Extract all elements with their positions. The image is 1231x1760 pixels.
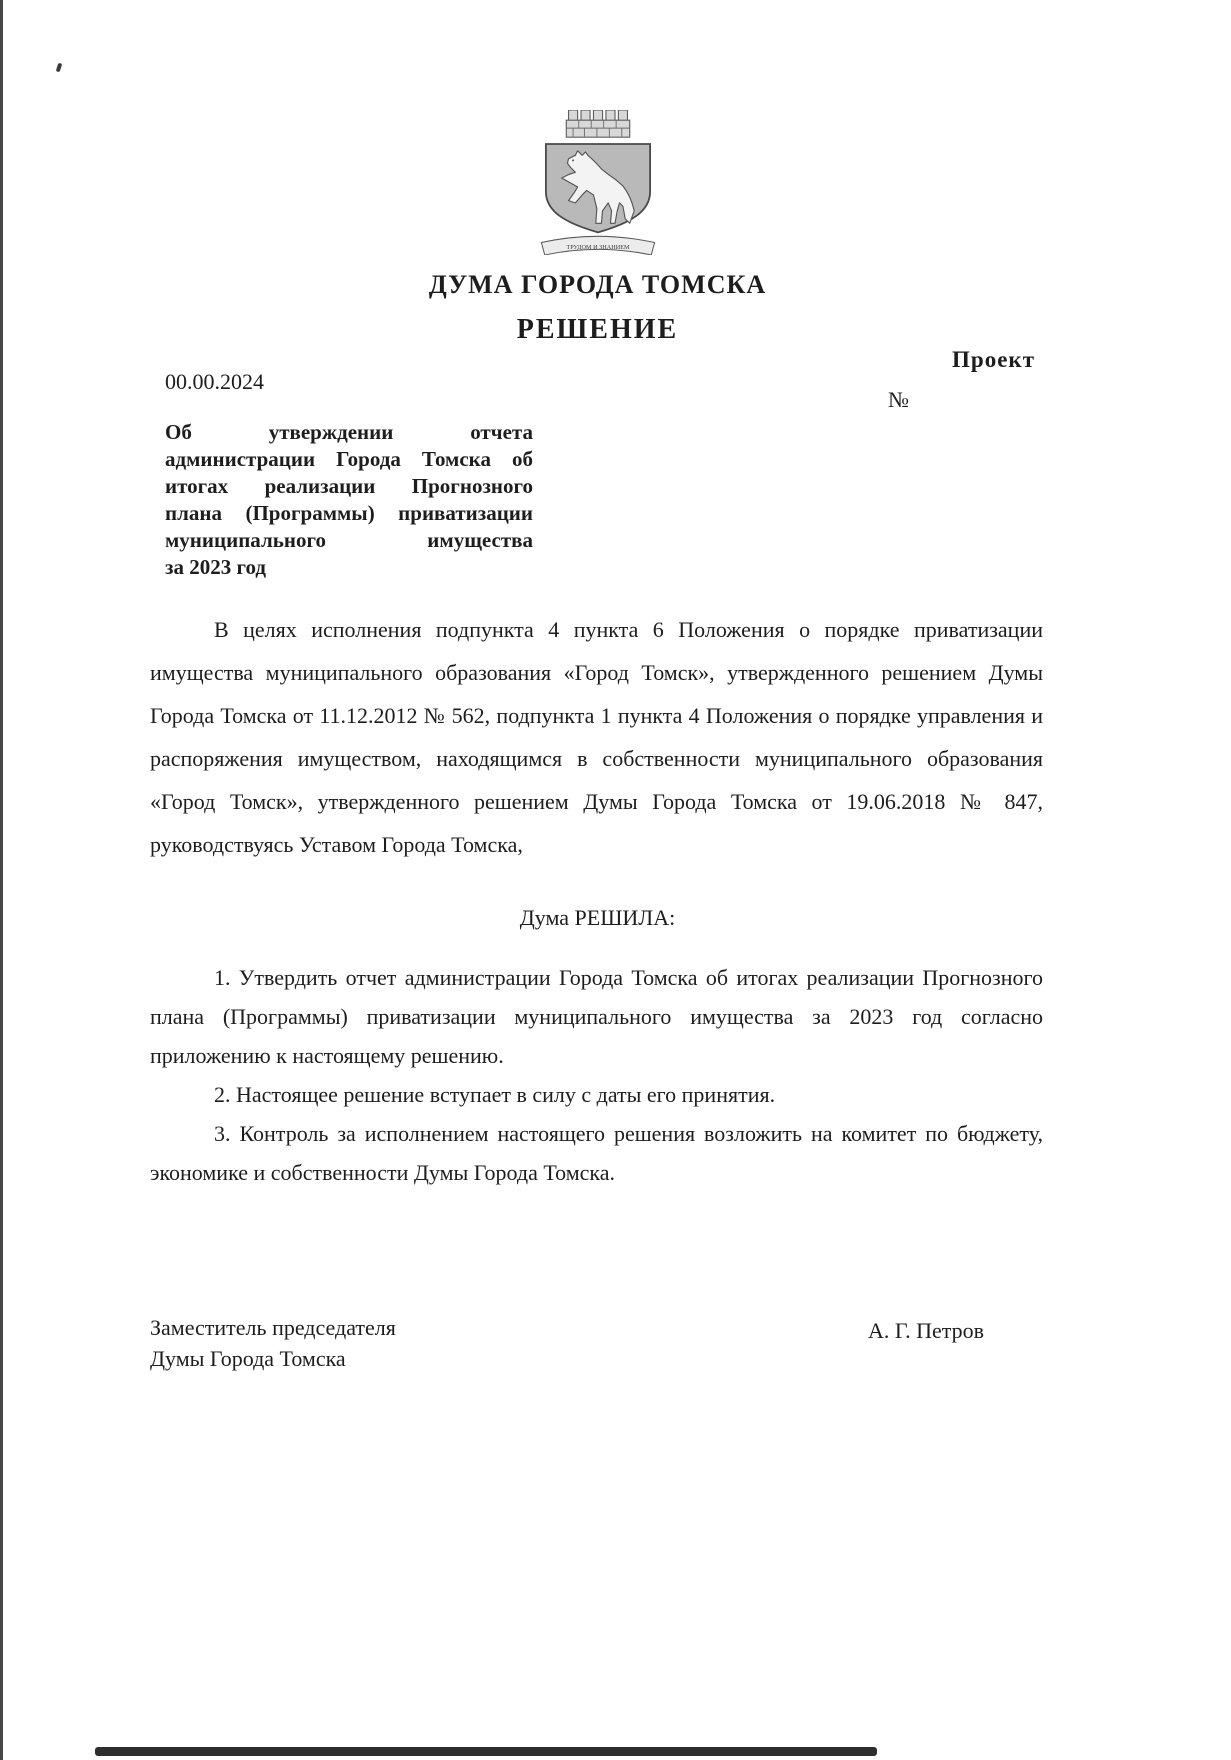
resolution-item-2: 2. Настоящее решение вступает в силу с даты его принятия. xyxy=(214,1082,776,1107)
emblem-motto: ТРУДОМ И ЗНАНИЕМ xyxy=(566,243,630,251)
title-line: Об утверждении отчета xyxy=(165,420,533,444)
resolution-items xyxy=(150,958,1043,1192)
document-title xyxy=(165,419,533,581)
resolution-item-3: 3. Контроль за исполнением настоящего решения возложить на комитет по бюджету, экономике и собственности Думы Города Томска. xyxy=(150,1121,1043,1185)
title-line: плана (Программы) приватизации xyxy=(165,501,533,525)
scan-artifact-bottom-edge xyxy=(95,1747,877,1756)
title-line: за 2023 год xyxy=(165,555,266,579)
mural-crown-icon xyxy=(566,110,629,137)
document-number-label: № xyxy=(888,387,909,412)
signature-position-line2: Думы Города Томска xyxy=(150,1346,346,1371)
title-line: администрации Города Томска об xyxy=(165,447,533,471)
resolution-item-1: 1. Утвердить отчет администрации Города Томска об итогах реализации Прогнозного плана (Программы) приватизации муниципального имущества за 2023 год согласно приложению к настоящему решению. xyxy=(150,965,1043,1068)
resolution-heading: Дума РЕШИЛА: xyxy=(519,905,676,930)
motto-ribbon-icon xyxy=(541,236,654,255)
tomsk-coat-of-arms-icon xyxy=(530,110,666,255)
signature-position xyxy=(150,1312,396,1374)
scan-artifact-speck xyxy=(56,63,63,73)
draft-label: Проект xyxy=(952,347,1035,372)
preamble-paragraph: В целях исполнения подпункта 4 пункта 6 Положения о порядке приватизации имущества муниципального образования «Город Томск», утвержденного решением Думы Города Томска от 11.12.2012 № 562, подпункта 1 пункта 4 Положения о порядке управления и распоряжения имуществом, находящимся в собственности муниципального образования «Город Томск», утвержденного решением Думы Города Томска от 19.06.2018 № 847, руководствуясь Уставом Города Томска, xyxy=(150,617,1043,857)
scan-artifact-left-edge xyxy=(0,0,3,1760)
title-line: муниципального имущества xyxy=(165,528,533,552)
organization-name: ДУМА ГОРОДА ТОМСКА xyxy=(428,270,767,299)
document-type-heading: РЕШЕНИЕ xyxy=(516,314,679,345)
document-date: 00.00.2024 xyxy=(165,369,264,394)
title-line: итогах реализации Прогнозного xyxy=(165,474,533,498)
signature-position-line1: Заместитель председателя xyxy=(150,1315,396,1340)
signature-name: А. Г. Петров xyxy=(868,1318,985,1343)
